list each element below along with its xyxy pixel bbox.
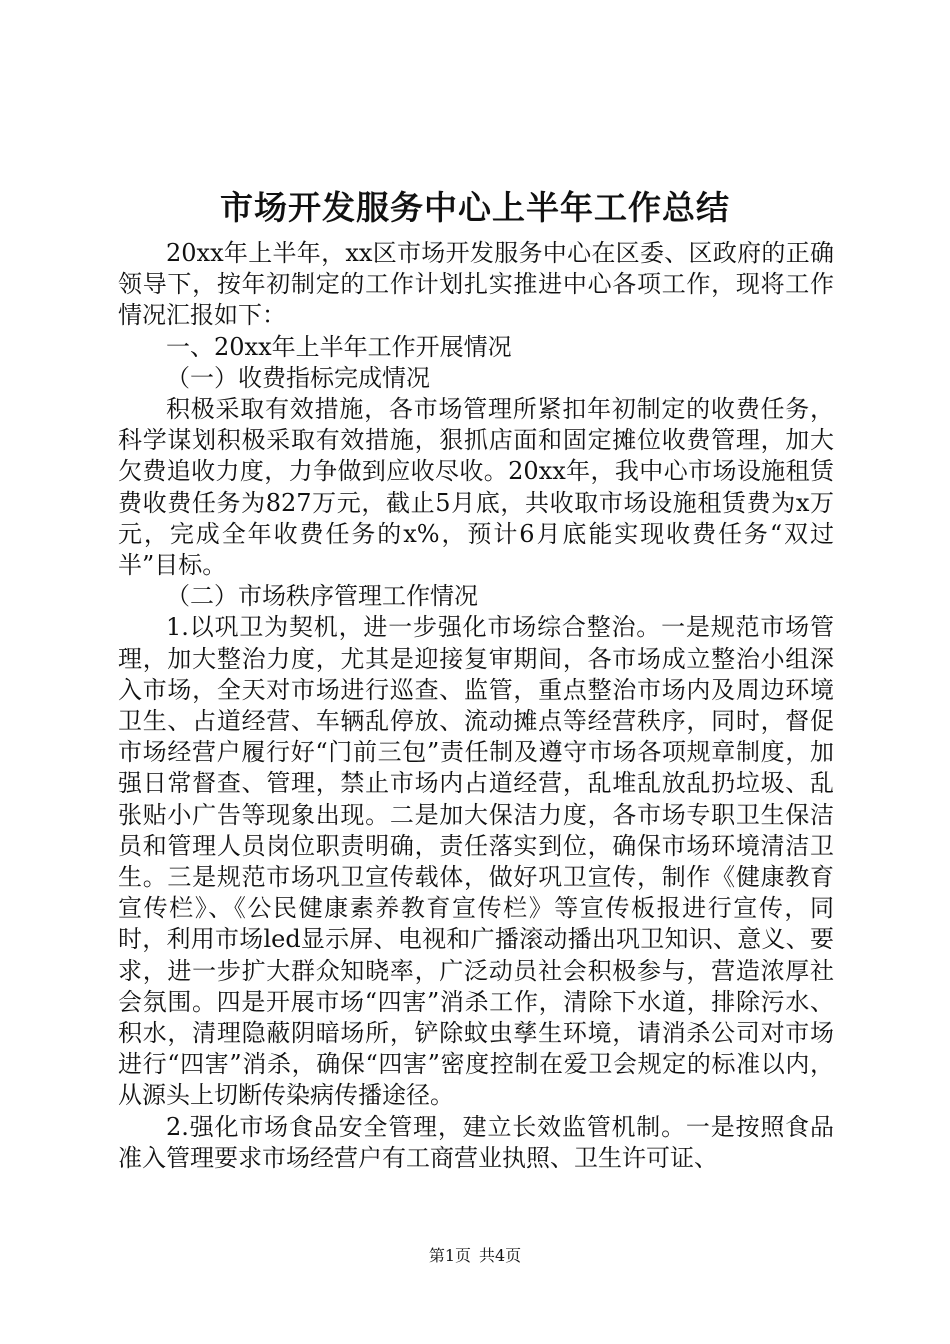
page-number: 第1页 <box>428 1246 471 1265</box>
subsection-heading: （一）收费指标完成情况 <box>166 363 430 392</box>
page-footer <box>0 1246 950 1266</box>
body-paragraph: 积极采取有效措施，各市场管理所紧扣年初制定的收费任务，科学谋划积极采取有效措施，狠抓店面和固定摊位收费管理，加大欠费追收力度，力争做到应收尽收。20xx年，我中心市场设施租赁费收费任务为827万元，截止5月底，共收取市场设施租赁费为x万元，完成全年收费任务的x%，预计6月底能实现收费任务“双过半”目标。 <box>118 395 834 580</box>
body-paragraph: 2.强化市场食品安全管理，建立长效监管机制。一是按照食品准入管理要求市场经营户有工商营业执照、卫生许可证、 <box>118 1112 834 1172</box>
body-paragraph: 1.以巩卫为契机，进一步强化市场综合整治。一是规范市场管理，加大整治力度，尤其是迎接复审期间，各市场成立整治小组深入市场，全天对市场进行巡查、监管，重点整治市场内及周边环境卫生、占道经营、车辆乱停放、流动摊点等经营秩序，同时，督促市场经营户履行好“门前三包”责任制及遵守市场各项规章制度，加强日常督查、管理，禁止市场内占道经营，乱堆乱放乱扔垃圾、乱张贴小广告等现象出现。二是加大保洁力度，各市场专职卫生保洁员和管理人员岗位职责明确，责任落实到位，确保市场环境清洁卫生。三是规范市场巩卫宣传载体，做好巩卫宣传，制作《健康教育宣传栏》、《公民健康素养教育宣传栏》等宣传板报进行宣传，同时，利用市场led显示屏、电视和广播滚动播出巩卫知识、意义、要求，进一步扩大群众知晓率，广泛动员社会积极参与，营造浓厚社会氛围。四是开展市场“四害”消杀工作，清除下水道，排除污水、积水，清理隐蔽阴暗场所，铲除蚊虫孳生环境，请消杀公司对市场进行“四害”消杀，确保“四害”密度控制在爱卫会规定的标准以内，从源头上切断传染病传播途径。 <box>118 613 834 1110</box>
document-title: 市场开发服务中心上半年工作总结 <box>220 188 730 227</box>
document-body <box>118 238 834 1174</box>
section-heading: 一、20xx年上半年工作开展情况 <box>166 332 512 361</box>
page-total: 共4页 <box>479 1246 522 1265</box>
subsection-heading: （二）市场秩序管理工作情况 <box>166 582 478 611</box>
intro-paragraph: 20xx年上半年，xx区市场开发服务中心在区委、区政府的正确领导下，按年初制定的工作计划扎实推进中心各项工作，现将工作情况汇报如下： <box>118 239 834 330</box>
